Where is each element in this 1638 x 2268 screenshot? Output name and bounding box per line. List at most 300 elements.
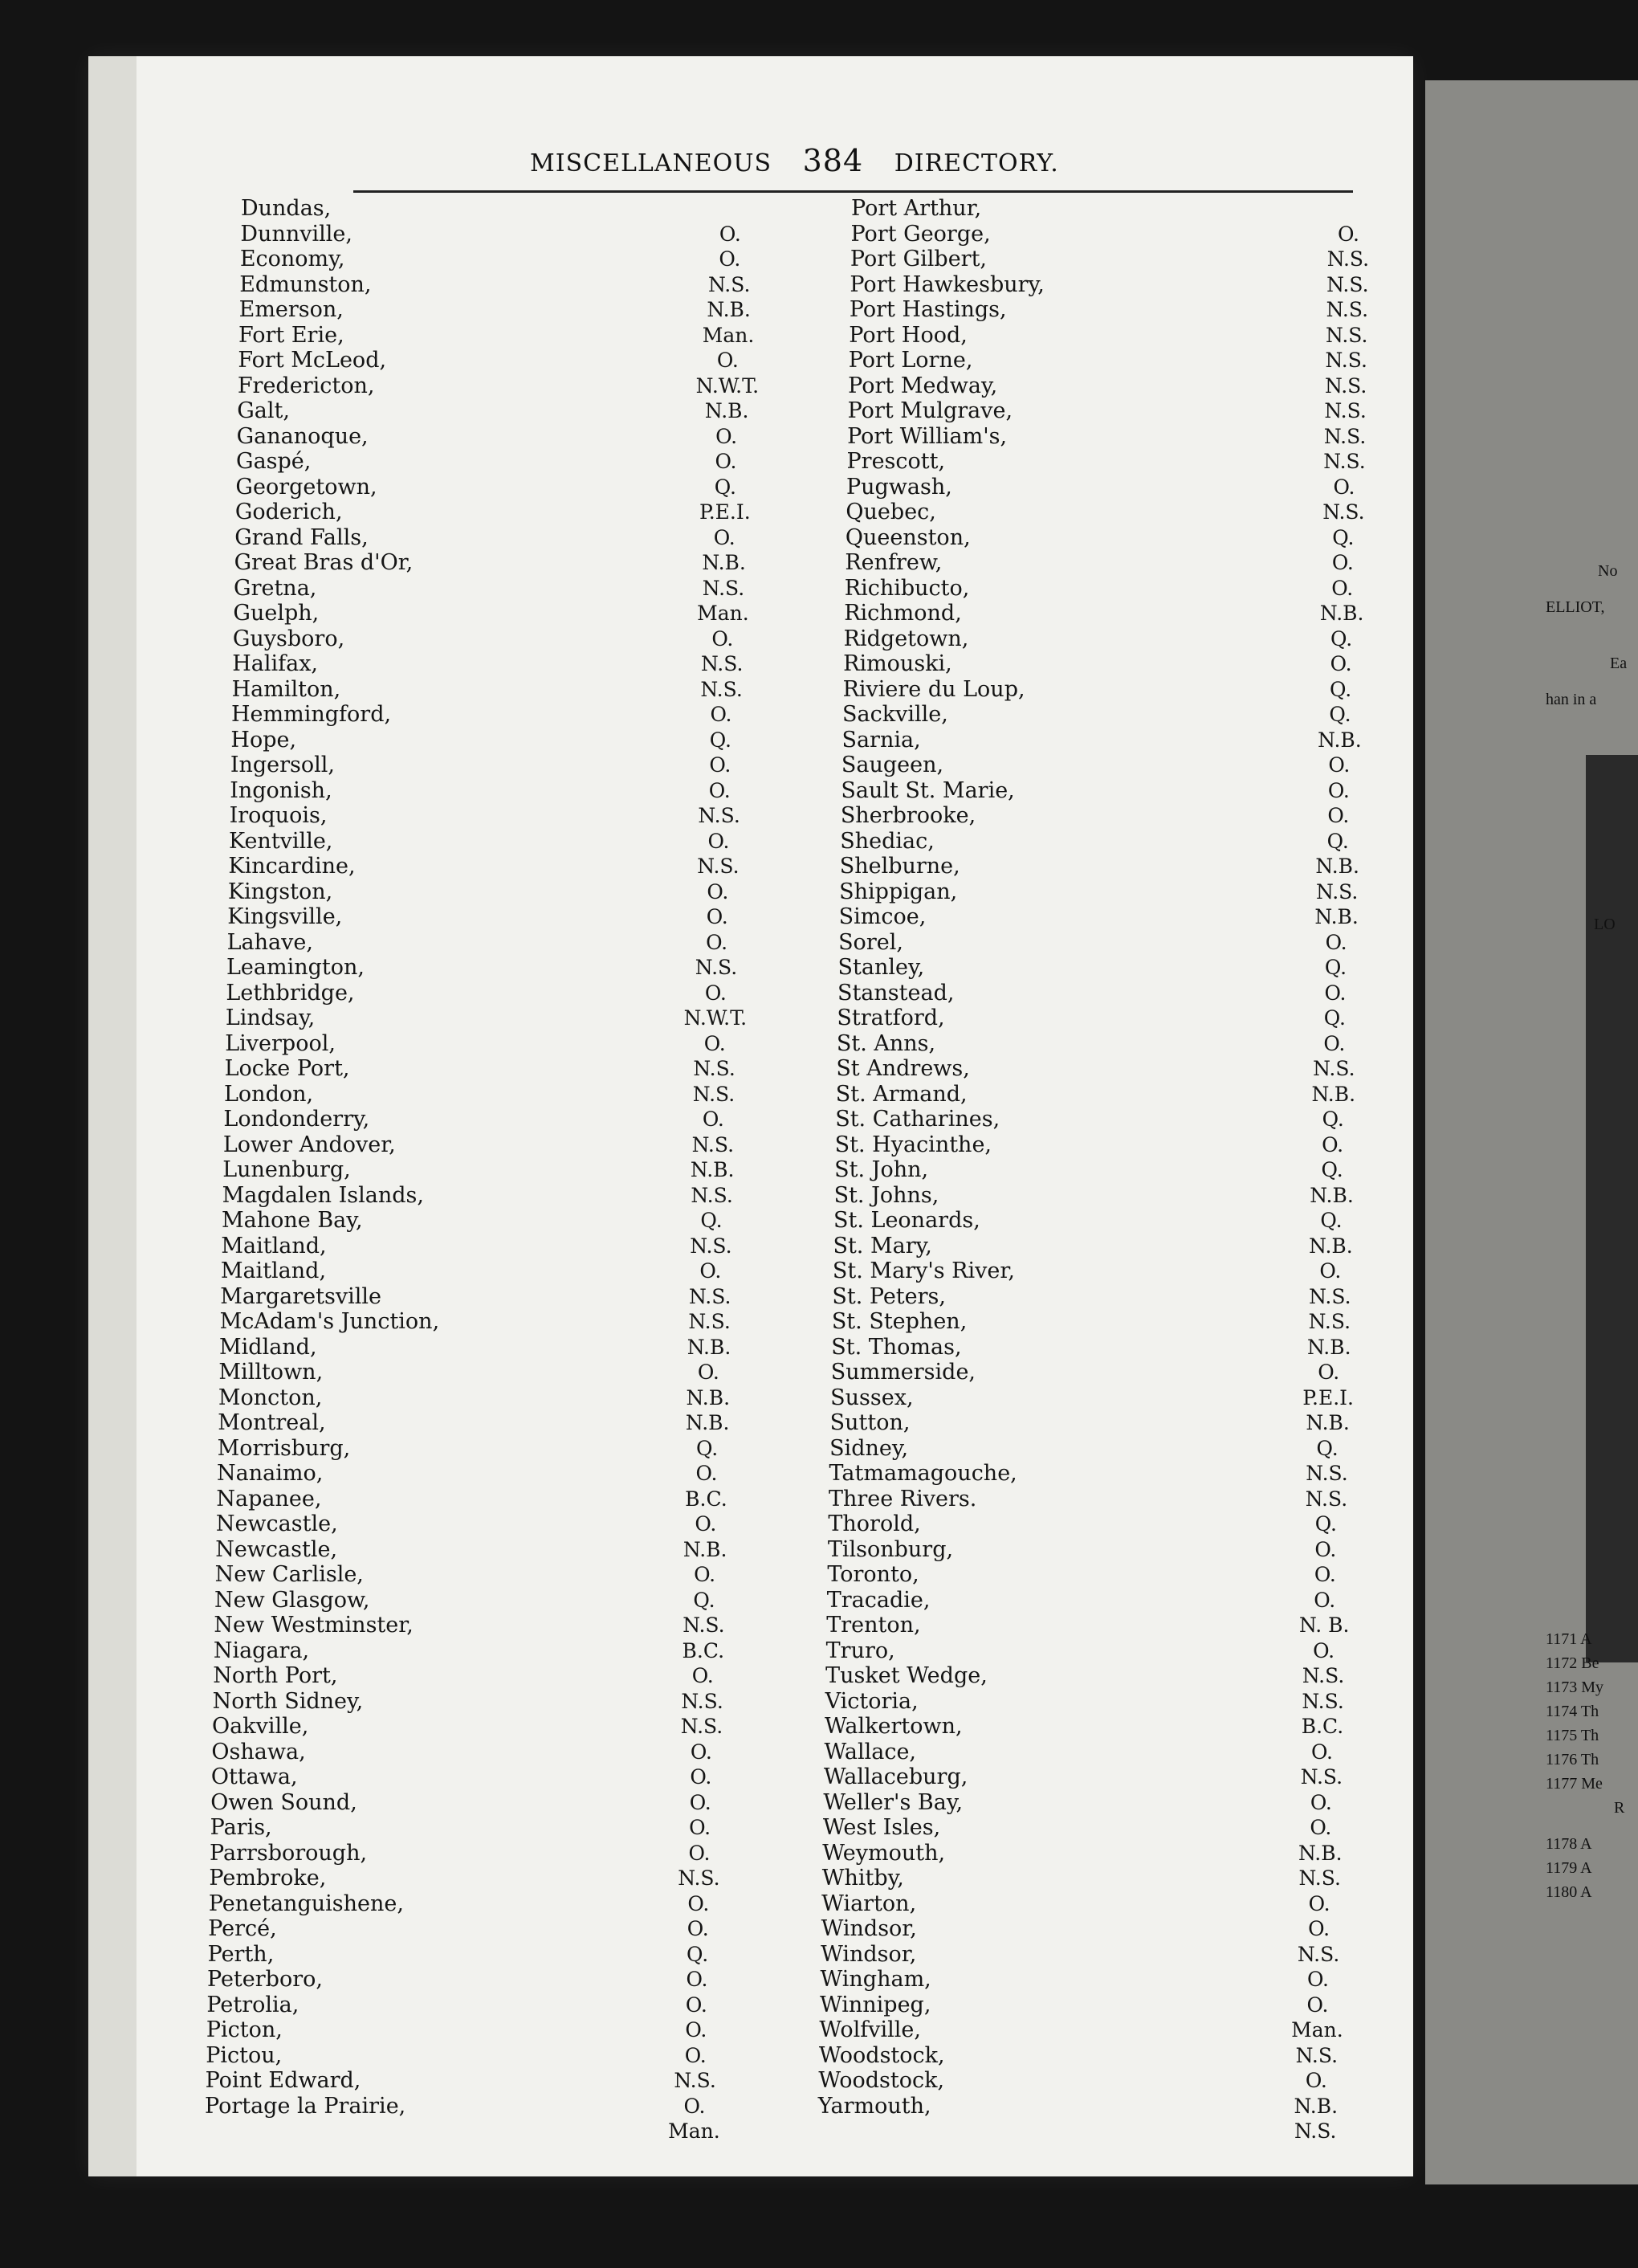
province-abbr: Q. <box>1324 956 1347 979</box>
place-name: Stanstead, <box>837 980 955 1006</box>
place-name: Victoria, <box>825 1688 919 1714</box>
place-name: Pictou, <box>206 2042 283 2068</box>
province-abbr: O. <box>707 829 730 853</box>
place-name: Port William's, <box>847 423 1008 449</box>
province-abbr: O. <box>1314 1588 1336 1612</box>
place-name: Tusket Wedge, <box>825 1663 988 1688</box>
province-abbr: N.S. <box>1308 1310 1351 1333</box>
place-name: Tatmamagouche, <box>829 1461 1017 1486</box>
place-name: Whitby, <box>821 1866 904 1891</box>
place-name: Percé, <box>208 1916 277 1941</box>
province-abbr: O. <box>1337 222 1359 246</box>
place-name: Penetanguishene, <box>208 1891 404 1916</box>
header-rule <box>353 190 1353 193</box>
place-name: Iroquois, <box>229 803 328 828</box>
province-abbr: N.B. <box>1294 2094 1339 2118</box>
province-abbr: N.S. <box>1298 1866 1341 1890</box>
place-name: Niagara, <box>213 1638 310 1663</box>
place-name: Londonderry, <box>223 1107 370 1132</box>
place-name: St. Catharines, <box>835 1107 1000 1132</box>
place-name: Paris, <box>210 1815 272 1840</box>
header-right-word: DIRECTORY. <box>894 149 1059 177</box>
place-name: Nanaimo, <box>217 1461 324 1486</box>
place-name: Gaspé, <box>236 449 312 474</box>
province-abbr: N.S. <box>701 652 744 675</box>
province-abbr: N.S. <box>1324 399 1367 422</box>
adjacent-page-line: Ea <box>1610 655 1628 672</box>
province-abbr: Q. <box>696 1436 719 1460</box>
province-abbr: P.E.I. <box>699 500 751 524</box>
province-abbr: O. <box>719 247 741 271</box>
province-abbr: Q. <box>1329 703 1351 726</box>
province-abbr: N.S. <box>1309 1284 1351 1308</box>
place-name: Walkertown, <box>825 1714 963 1739</box>
place-name: Grand Falls, <box>234 524 369 550</box>
province-abbr: N.S. <box>702 576 745 600</box>
place-name: St. Hyacinthe, <box>834 1132 992 1157</box>
place-name: St. Leonards, <box>833 1208 980 1233</box>
province-abbr: O. <box>1314 1563 1336 1586</box>
province-abbr: N.B. <box>686 1385 731 1409</box>
place-name: Port Hawkesbury, <box>850 271 1045 297</box>
province-abbr: N.S. <box>708 272 751 296</box>
place-name: Woodstock, <box>818 2068 945 2093</box>
place-name: Port Arthur, <box>851 196 982 221</box>
province-abbr: O. <box>697 1360 719 1384</box>
province-abbr: N.S. <box>678 1866 720 1890</box>
place-name: Locke Port, <box>224 1056 350 1081</box>
place-name: Port Medway, <box>848 373 998 398</box>
province-abbr: Q. <box>1321 1158 1343 1181</box>
province-abbr: Man. <box>697 602 749 625</box>
place-name: Moncton, <box>218 1385 323 1410</box>
place-name: Port Hastings, <box>849 297 1007 322</box>
adjacent-page-line: 1178 A <box>1546 1835 1592 1853</box>
province-abbr: N.B. <box>682 1537 727 1561</box>
place-name: Lahave, <box>226 929 313 955</box>
province-abbr: P.E.I. <box>1302 1385 1355 1409</box>
place-name: Stratford, <box>837 1006 945 1030</box>
place-name: Economy, <box>239 247 345 271</box>
province-abbr: O. <box>1331 576 1354 600</box>
province-abbr: Q. <box>1329 677 1352 701</box>
place-name: Great Bras d'Or, <box>234 550 414 575</box>
place-name: Edmunston, <box>239 271 372 297</box>
place-name: Kentville, <box>229 828 333 854</box>
province-abbr: N.S. <box>697 855 740 878</box>
place-name: Quebec, <box>845 500 936 524</box>
province-abbr: N.B. <box>1319 602 1364 625</box>
place-name: Port Gilbert, <box>850 247 988 271</box>
province-abbr: O. <box>1322 1132 1344 1156</box>
adjacent-page-line: 1174 Th <box>1546 1703 1599 1720</box>
province-abbr: Q. <box>693 1588 715 1612</box>
place-name: St. John, <box>834 1157 929 1182</box>
place-name: Oakville, <box>212 1714 309 1739</box>
place-name: Sherbrooke, <box>840 803 976 828</box>
place-name: Windsor, <box>821 1916 917 1941</box>
province-abbr: O. <box>1308 1917 1330 1940</box>
province-abbr: N.B. <box>1309 1234 1353 1258</box>
province-abbr: O. <box>686 1968 708 1991</box>
place-name: Lindsay, <box>225 1006 316 1030</box>
adjacent-page-line: ELLIOT, <box>1546 598 1605 616</box>
place-name: Hamilton, <box>231 676 341 702</box>
place-name: New Westminster, <box>214 1613 414 1638</box>
place-name: Lethbridge, <box>226 980 355 1006</box>
place-name: Leamington, <box>226 955 365 980</box>
province-abbr: O. <box>1333 475 1355 499</box>
province-abbr: O. <box>691 1664 714 1687</box>
place-name: London, <box>224 1081 314 1107</box>
place-name: Richmond, <box>844 601 962 626</box>
place-name: Parrsborough, <box>210 1840 368 1866</box>
place-name: Emerson, <box>238 297 344 322</box>
province-abbr: O. <box>710 703 732 726</box>
province-abbr: N.S. <box>1326 247 1370 271</box>
adjacent-page-line: 1180 A <box>1546 1883 1592 1901</box>
place-name: Maitland, <box>220 1258 327 1283</box>
place-name: Fort Erie, <box>238 322 344 348</box>
province-abbr: O. <box>685 2018 707 2042</box>
province-abbr: N.W.T. <box>683 1006 748 1030</box>
province-abbr: Q. <box>687 1942 709 1966</box>
adjacent-page-line: No <box>1598 562 1618 580</box>
province-abbr: O. <box>1307 1968 1329 1991</box>
place-name: Queenston, <box>845 524 971 550</box>
adjacent-page <box>1425 80 1638 2184</box>
place-name: Stanley, <box>837 955 925 980</box>
place-name: Sutton, <box>829 1410 911 1435</box>
place-name: New Glasgow, <box>214 1587 370 1613</box>
place-name: Shediac, <box>840 828 935 854</box>
province-abbr: O. <box>1306 1993 1329 2017</box>
place-name: Newcastle, <box>215 1511 338 1536</box>
place-name: North Port, <box>213 1663 338 1688</box>
province-abbr: N.S. <box>1315 879 1359 904</box>
place-name: Margaretsville <box>220 1283 381 1309</box>
place-name: Wallace, <box>824 1739 917 1764</box>
province-abbr: N.S. <box>690 1234 732 1258</box>
place-name: Winnipeg, <box>819 1992 931 2017</box>
adjacent-page-line: 1179 A <box>1546 1859 1592 1877</box>
place-name: Wolfville, <box>819 2017 921 2042</box>
province-abbr: O. <box>706 930 728 954</box>
province-abbr: O. <box>719 222 741 246</box>
province-abbr: N.S. <box>1325 349 1367 372</box>
place-name: Newcastle, <box>215 1536 338 1562</box>
adjacent-page-line: han in a <box>1546 691 1597 708</box>
place-name: Fort McLeod, <box>238 348 387 373</box>
province-abbr: N.S. <box>1294 2119 1337 2143</box>
place-name: Thorold, <box>828 1511 921 1536</box>
place-name: Sault St. Marie, <box>841 777 1015 803</box>
place-name: Sorel, <box>838 929 903 955</box>
place-name: Petrolia, <box>206 1992 299 2017</box>
place-name: Tilsonburg, <box>827 1536 954 1562</box>
province-abbr: O. <box>683 2094 706 2118</box>
place-name: Mahone Bay, <box>222 1208 363 1233</box>
province-abbr: O. <box>1319 1259 1342 1283</box>
province-abbr: O. <box>703 1031 726 1055</box>
place-name: Lower Andover, <box>222 1132 396 1157</box>
place-name: New Carlisle, <box>214 1562 364 1587</box>
place-name: Tracadie, <box>826 1587 931 1613</box>
place-name: McAdam's Junction, <box>219 1309 440 1334</box>
province-abbr: N.B. <box>687 1335 731 1359</box>
province-abbr: O. <box>704 981 727 1005</box>
province-abbr: N.S. <box>1295 2043 1339 2067</box>
place-name: Portage la Prairie, <box>205 2093 406 2119</box>
province-abbr: N.S. <box>695 956 738 979</box>
place-name: Sarnia, <box>841 727 921 753</box>
province-abbr: N.B. <box>685 1411 730 1434</box>
place-name: Kingston, <box>227 879 333 904</box>
province-abbr: O. <box>695 1462 718 1485</box>
place-name: St. Mary, <box>833 1233 932 1258</box>
place-name: Magdalen Islands, <box>222 1182 424 1208</box>
place-name: St. Thomas, <box>831 1334 962 1360</box>
province-abbr: N.S. <box>1313 1057 1355 1080</box>
place-name: Renfrew, <box>845 550 943 575</box>
place-name: Peterboro, <box>207 1967 323 1992</box>
page-edge <box>88 56 136 2176</box>
place-name: Kingsville, <box>227 904 343 929</box>
place-name: Ridgetown, <box>843 626 969 651</box>
place-name: St. Johns, <box>833 1182 939 1208</box>
place-name: North Sidney, <box>212 1688 364 1714</box>
province-abbr: B.C. <box>1301 1715 1344 1738</box>
place-name: Shelburne, <box>839 854 960 879</box>
province-abbr: O. <box>707 879 729 904</box>
province-abbr: N.B. <box>1314 905 1359 928</box>
place-name: West Isles, <box>822 1815 941 1840</box>
place-name: Fredericton, <box>237 373 375 398</box>
place-name: St. Armand, <box>835 1081 968 1107</box>
place-name: Richibucto, <box>844 575 970 601</box>
place-name: Montreal, <box>218 1410 326 1435</box>
province-abbr: O. <box>1308 1891 1330 1915</box>
province-abbr: O. <box>711 626 734 651</box>
place-name: Rimouski, <box>843 651 952 676</box>
place-name: Toronto, <box>827 1562 919 1587</box>
province-abbr: N.W.T. <box>695 373 760 398</box>
province-abbr: O. <box>1331 551 1354 574</box>
decorative-border <box>1586 755 1638 1662</box>
province-abbr: N.S. <box>680 1715 723 1738</box>
place-name: Ingonish, <box>230 777 332 803</box>
place-name: St. Mary's River, <box>832 1258 1015 1283</box>
province-abbr: O. <box>695 1512 717 1536</box>
province-abbr: N.S. <box>1324 373 1367 398</box>
place-name: Trenton, <box>826 1613 921 1638</box>
place-name: Dundas, <box>241 196 332 221</box>
province-abbr: Q. <box>1332 525 1355 549</box>
province-abbr: O. <box>715 424 738 448</box>
adjacent-page-line: 1175 Th <box>1546 1727 1599 1744</box>
province-abbr: N.S. <box>1326 323 1368 347</box>
place-name: Riviere du Loup, <box>842 676 1025 702</box>
province-abbr: O. <box>688 1841 711 1865</box>
province-abbr: O. <box>1318 1360 1340 1384</box>
place-name: Pugwash, <box>845 474 952 500</box>
place-name: Guelph, <box>233 601 320 626</box>
place-name: Napanee, <box>216 1486 322 1511</box>
province-abbr: Q. <box>1323 1006 1346 1030</box>
place-name: Truro, <box>825 1638 895 1663</box>
province-abbr: N.S. <box>1297 1942 1340 1966</box>
adjacent-page-line: 1176 Th <box>1546 1751 1599 1768</box>
place-name: Sackville, <box>842 702 948 727</box>
province-abbr: N.B. <box>690 1158 735 1181</box>
place-name: Picton, <box>206 2017 283 2042</box>
province-abbr: O. <box>1310 1816 1332 1839</box>
province-abbr: O. <box>1310 1740 1333 1764</box>
province-abbr: N.B. <box>1318 728 1362 752</box>
header-left-word: MISCELLANEOUS <box>530 149 772 177</box>
place-name: Port Lorne, <box>848 348 973 373</box>
adjacent-page-line: 1171 A <box>1546 1630 1592 1648</box>
place-name: Gretna, <box>234 575 317 601</box>
page-header <box>530 143 1082 178</box>
province-abbr: N.S. <box>1326 298 1369 321</box>
province-abbr: N.B. <box>704 399 749 422</box>
place-name: Sussex, <box>830 1385 914 1410</box>
province-abbr: O. <box>689 1816 711 1839</box>
place-name: Prescott, <box>846 449 946 474</box>
place-name: Ingersoll, <box>230 753 336 777</box>
place-name: Shippigan, <box>839 879 958 904</box>
province-abbr: N.S. <box>698 804 740 827</box>
province-abbr: O. <box>690 1740 712 1764</box>
place-name: Weymouth, <box>822 1840 946 1866</box>
place-name: Liverpool, <box>225 1030 336 1056</box>
province-abbr: O. <box>1328 753 1351 777</box>
place-name: Saugeen, <box>841 753 944 777</box>
province-abbr: B.C. <box>685 1487 727 1511</box>
province-abbr: O. <box>685 1993 707 2017</box>
province-abbr: N.S. <box>692 1082 735 1106</box>
province-abbr: N.B. <box>1315 855 1359 878</box>
place-name: Point Edward, <box>205 2068 361 2093</box>
province-abbr: O. <box>1330 652 1352 675</box>
province-abbr: O. <box>716 349 739 372</box>
province-abbr: Q. <box>1320 1209 1343 1232</box>
province-abbr: Q. <box>709 728 731 752</box>
province-abbr: Q. <box>1322 1107 1344 1131</box>
province-abbr: Q. <box>1330 626 1353 651</box>
place-name: St. Peters, <box>832 1283 946 1309</box>
place-name: Guysboro, <box>232 626 345 651</box>
province-abbr: O. <box>1327 778 1350 802</box>
province-abbr: N.S. <box>688 1310 731 1333</box>
province-abbr: N.S. <box>1322 500 1365 524</box>
place-name: Perth, <box>207 1941 275 1967</box>
province-abbr: O. <box>708 778 731 802</box>
place-name: Halifax, <box>232 651 319 676</box>
place-name: Hemmingford, <box>231 702 392 727</box>
place-name: Lunenburg, <box>222 1157 351 1182</box>
place-name: St. Stephen, <box>831 1309 968 1334</box>
place-name: Gananoque, <box>236 423 369 449</box>
province-abbr: B.C. <box>682 1638 725 1662</box>
province-abbr: O. <box>1305 2069 1327 2092</box>
province-abbr: N. B. <box>1298 1613 1350 1637</box>
province-abbr: Man. <box>702 323 755 347</box>
province-abbr: N.B. <box>1298 1841 1343 1865</box>
place-name: Morrisburg, <box>217 1435 351 1461</box>
province-abbr: N.S. <box>689 1284 731 1308</box>
place-name: Simcoe, <box>838 904 927 929</box>
adjacent-page-line: LO <box>1594 916 1616 933</box>
place-name: Owen Sound, <box>210 1789 357 1815</box>
province-abbr: N.S. <box>1305 1487 1348 1511</box>
place-name: Windsor, <box>821 1941 917 1967</box>
place-name: Goderich, <box>234 500 343 524</box>
province-abbr: O. <box>1323 1031 1346 1055</box>
place-name: Yarmouth, <box>817 2093 931 2119</box>
province-abbr: N.B. <box>1306 1335 1351 1359</box>
place-name: Weller's Bay, <box>823 1789 964 1815</box>
province-abbr: O. <box>699 1259 722 1283</box>
place-name: Port George, <box>850 221 991 247</box>
province-abbr: N.B. <box>1310 1183 1354 1207</box>
province-abbr: O. <box>687 1891 710 1915</box>
province-abbr: O. <box>1325 930 1347 954</box>
province-abbr: O. <box>684 2043 707 2067</box>
place-name: Midland, <box>219 1334 317 1360</box>
province-abbr: Man. <box>1291 2018 1343 2042</box>
province-abbr: Q. <box>1314 1512 1337 1536</box>
province-abbr: N.B. <box>1306 1411 1350 1434</box>
province-abbr: N.B. <box>707 298 751 321</box>
place-name: Woodstock, <box>818 2042 945 2068</box>
province-abbr: O. <box>1324 981 1347 1005</box>
province-abbr: O. <box>713 525 735 549</box>
place-name: Wingham, <box>820 1967 931 1992</box>
province-abbr: N.S. <box>1323 424 1367 448</box>
province-abbr: N.S. <box>691 1132 735 1156</box>
province-abbr: Q. <box>1326 829 1349 853</box>
province-abbr: N.S. <box>1326 272 1369 296</box>
province-abbr: N.S. <box>681 1689 723 1713</box>
province-abbr: N.S. <box>1302 1664 1345 1687</box>
place-name: St. Anns, <box>836 1030 936 1056</box>
place-name: Hope, <box>230 727 297 753</box>
province-abbr: N.B. <box>702 551 746 574</box>
place-name: Ottawa, <box>210 1764 298 1789</box>
province-abbr: N.S. <box>1306 1462 1348 1485</box>
place-name: Sidney, <box>829 1435 909 1461</box>
province-abbr: O. <box>709 753 731 777</box>
province-abbr: N.B. <box>1311 1082 1356 1106</box>
place-name: Maitland, <box>221 1233 327 1258</box>
place-name: Oshawa, <box>211 1739 306 1764</box>
place-name: Wiarton, <box>821 1891 917 1916</box>
province-abbr: Q. <box>714 475 736 499</box>
place-name: St Andrews, <box>836 1056 970 1081</box>
province-abbr: O. <box>1314 1537 1337 1561</box>
place-name: Georgetown, <box>235 474 377 500</box>
adjacent-page-line: R <box>1614 1799 1625 1817</box>
place-name: Wallaceburg, <box>823 1764 968 1789</box>
province-abbr: O. <box>1327 804 1350 827</box>
province-abbr: O. <box>690 1765 712 1789</box>
place-name: Milltown, <box>218 1360 324 1385</box>
place-name: Port Mulgrave, <box>847 398 1013 423</box>
province-abbr: O. <box>702 1107 724 1131</box>
province-abbr: O. <box>1313 1638 1335 1662</box>
